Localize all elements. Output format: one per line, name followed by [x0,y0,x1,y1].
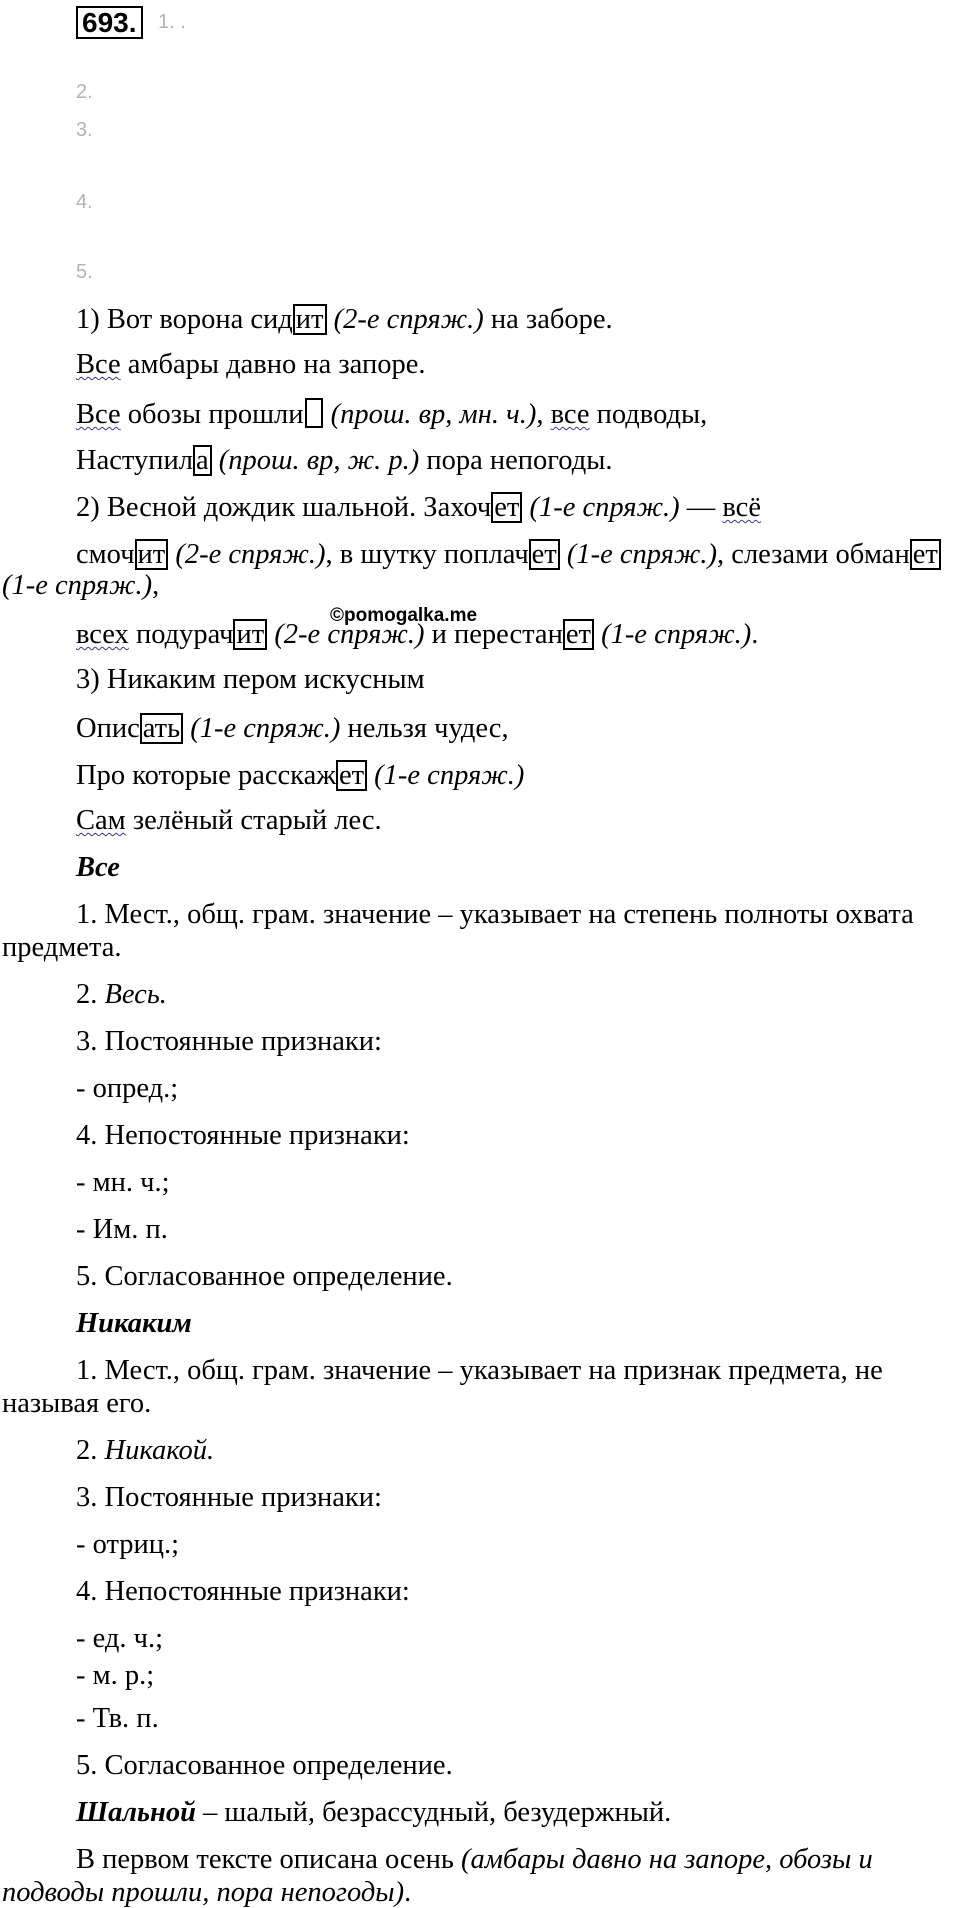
poem-line-6 [76,539,941,570]
ending-box: а [193,445,212,476]
nikakim-point-1-cont: называя его. [2,1388,152,1419]
ending-box: ать [140,713,183,744]
vse-point-4b: - Им. п. [76,1214,168,1245]
outline-item-2: 2. [76,81,93,103]
poem-line-3 [76,398,707,430]
ending-box: ит [135,539,169,570]
outline-item-4: 4. [76,191,93,213]
term: Шальной [76,1797,196,1828]
text: 2) Весной дождик шальной. Захоч [76,492,492,523]
poem-line-7 [76,619,758,650]
nikakim-point-3: 3. Постоянные признаки: [76,1482,382,1513]
nikakim-point-4a: - ед. ч.; [76,1623,164,1654]
note: (амбары давно на запоре, обозы и [460,1844,873,1875]
note: подводы прошли, пора непогоды) [2,1877,405,1908]
outline-item-3: 3. [76,119,93,141]
ending-box: ет [910,539,941,570]
text: смоч [76,539,135,570]
poem-line-4 [76,445,612,476]
vse-point-2 [76,981,167,1010]
underlined-word: всё [722,492,761,523]
outline-item-5: 5. [76,261,93,283]
text: амбары давно на запоре. [120,349,426,380]
text: нельзя чудес, [340,713,509,744]
vse-point-4: 4. Непостоянные признаки: [76,1120,410,1151]
note: (2-е спряж.) [267,619,425,650]
ending-box: ет [529,539,560,570]
shalnoy-definition [76,1799,671,1828]
conclusion-line-1 [76,1846,873,1875]
text: подурач [128,619,234,650]
ending-box: ит [293,304,327,335]
outline-item-1: 1. . [158,11,186,33]
ending-box: ет [563,619,594,650]
text: – шалый, безрассудный, безудержный. [195,1797,672,1828]
nikakim-point-4: 4. Непостоянные признаки: [76,1576,410,1607]
note: (2-е спряж.) [326,304,484,335]
note: (прош. вр, ж. р.) [211,445,420,476]
nikakim-point-3a: - отриц.; [76,1529,180,1560]
text: обозы прошли [120,399,304,430]
nikakim-point-1: 1. Мест., общ. грам. значение – указывает на признак предмета, не [76,1355,883,1386]
underlined-word: Все [76,399,121,430]
note: (1-е спряж.) [593,619,752,650]
text: , [152,570,160,601]
text: и перестан [424,619,563,650]
text: , [536,399,551,430]
text: 2. [76,979,105,1010]
text: . [751,619,759,650]
underlined-word: всех [76,619,129,650]
section-title-vse: Все [76,852,120,883]
text: на заборе. [483,304,613,335]
nikakim-point-5: 5. Согласованное определение. [76,1750,453,1781]
ending-box: ет [336,760,367,791]
underlined-word: Сам [76,805,126,836]
poem-line-5 [76,492,761,523]
poem-line-11 [76,807,382,836]
vse-point-4a: - мн. ч.; [76,1167,170,1198]
text: Опис [76,713,140,744]
text: зелёный старый лес. [125,805,382,836]
poem-line-1 [76,304,613,335]
text: , слезами обман [717,539,910,570]
text: — [679,492,723,523]
nikakim-point-4b: - м. р.; [76,1660,155,1691]
text: В первом тексте описана осень [76,1844,461,1875]
note: (1-е спряж.) [367,760,525,791]
text: 2. [76,1435,105,1466]
text: Про которые расскаж [76,760,336,791]
section-title-nikakim: Никаким [76,1308,192,1339]
initial-form: Весь. [104,979,167,1010]
underlined-word: все [550,399,590,430]
text: Наступил [76,445,193,476]
vse-point-1: 1. Мест., общ. грам. значение – указывает на степень полноты охвата [76,899,914,930]
initial-form: Никакой. [104,1435,215,1466]
nikakim-point-4c: - Тв. п. [76,1703,159,1734]
note: (2-е спряж.) [168,539,326,570]
vse-point-5: 5. Согласованное определение. [76,1261,453,1292]
ending-box: ит [233,619,267,650]
note: (1-е спряж.) [559,539,718,570]
watermark: ©pomogalka.me [330,605,478,626]
task-number: 693. [76,6,143,39]
note: (1-е спряж.) [183,713,341,744]
note: (прош. вр, мн. ч.) [323,399,537,430]
note: (1-е спряж.) [522,492,680,523]
empty-ending-box [305,398,323,428]
poem-line-10 [76,760,524,791]
note: (1-е спряж.) [2,570,153,601]
vse-point-3a: - опред.; [76,1073,179,1104]
poem-line-2 [76,351,425,380]
ending-box: ет [491,492,522,523]
vse-point-1-cont: предмета. [2,932,122,963]
poem-line-8: 3) Никаким пером искусным [76,664,425,695]
text: , в шутку поплач [325,539,529,570]
conclusion-line-2 [2,1879,411,1908]
text: 1) Вот ворона сид [76,304,293,335]
poem-line-9 [76,713,509,744]
poem-line-6-cont [2,572,159,601]
vse-point-3: 3. Постоянные признаки: [76,1026,382,1057]
nikakim-point-2 [76,1437,214,1466]
text: пора непогоды. [419,445,613,476]
text: подводы, [589,399,708,430]
underlined-word: Все [76,349,121,380]
text: . [404,1877,412,1908]
